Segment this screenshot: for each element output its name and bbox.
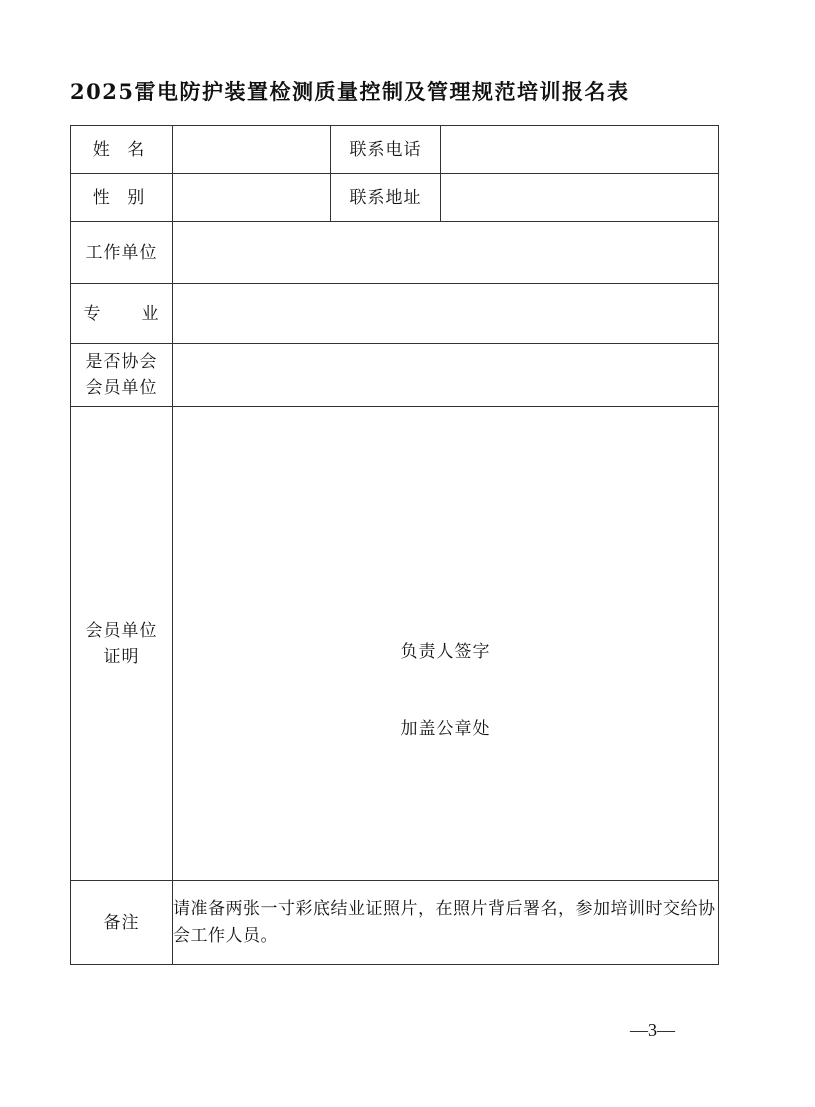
membership-label-line1: 是否协会 (85, 352, 158, 372)
name-field[interactable] (173, 126, 331, 174)
certificate-label-line2: 证明 (103, 646, 140, 667)
phone-field[interactable] (441, 126, 719, 174)
registration-form-table (70, 125, 719, 965)
major-field[interactable] (173, 284, 719, 344)
membership-field[interactable] (173, 344, 719, 407)
major-label-char-2: 业 (141, 303, 160, 324)
name-label: 姓 名 (71, 126, 173, 174)
gender-field[interactable] (173, 174, 331, 222)
certificate-area[interactable] (173, 407, 719, 881)
address-label: 联系地址 (331, 174, 441, 222)
remarks-text: 请准备两张一寸彩底结业证照片，在照片背后署名，参加培训时交给协会工作人员。 (173, 881, 719, 965)
row-name-phone (71, 126, 719, 174)
row-remarks (71, 881, 719, 965)
certificate-label (71, 407, 173, 881)
employer-field[interactable] (173, 222, 719, 284)
address-field[interactable] (441, 174, 719, 222)
major-label-char-1: 专 (83, 303, 113, 324)
phone-label: 联系电话 (331, 126, 441, 174)
employer-label: 工作单位 (71, 222, 173, 284)
signature-prompt: 负责人签字 (400, 642, 491, 662)
row-major (71, 284, 719, 344)
row-employer (71, 222, 719, 284)
gender-label: 性 别 (71, 174, 173, 222)
row-gender-address (71, 174, 719, 222)
major-label (71, 284, 173, 344)
row-member-certificate (71, 407, 719, 881)
certificate-label-line1: 会员单位 (85, 620, 158, 641)
membership-label (71, 344, 173, 407)
remarks-label: 备注 (71, 881, 173, 965)
page-number: —3— (630, 1020, 675, 1040)
page-title: 2025雷电防护装置检测质量控制及管理规范培训报名表 (70, 79, 630, 104)
row-membership (71, 344, 719, 407)
seal-prompt: 加盖公章处 (400, 719, 491, 739)
membership-label-line2: 会员单位 (85, 378, 158, 398)
